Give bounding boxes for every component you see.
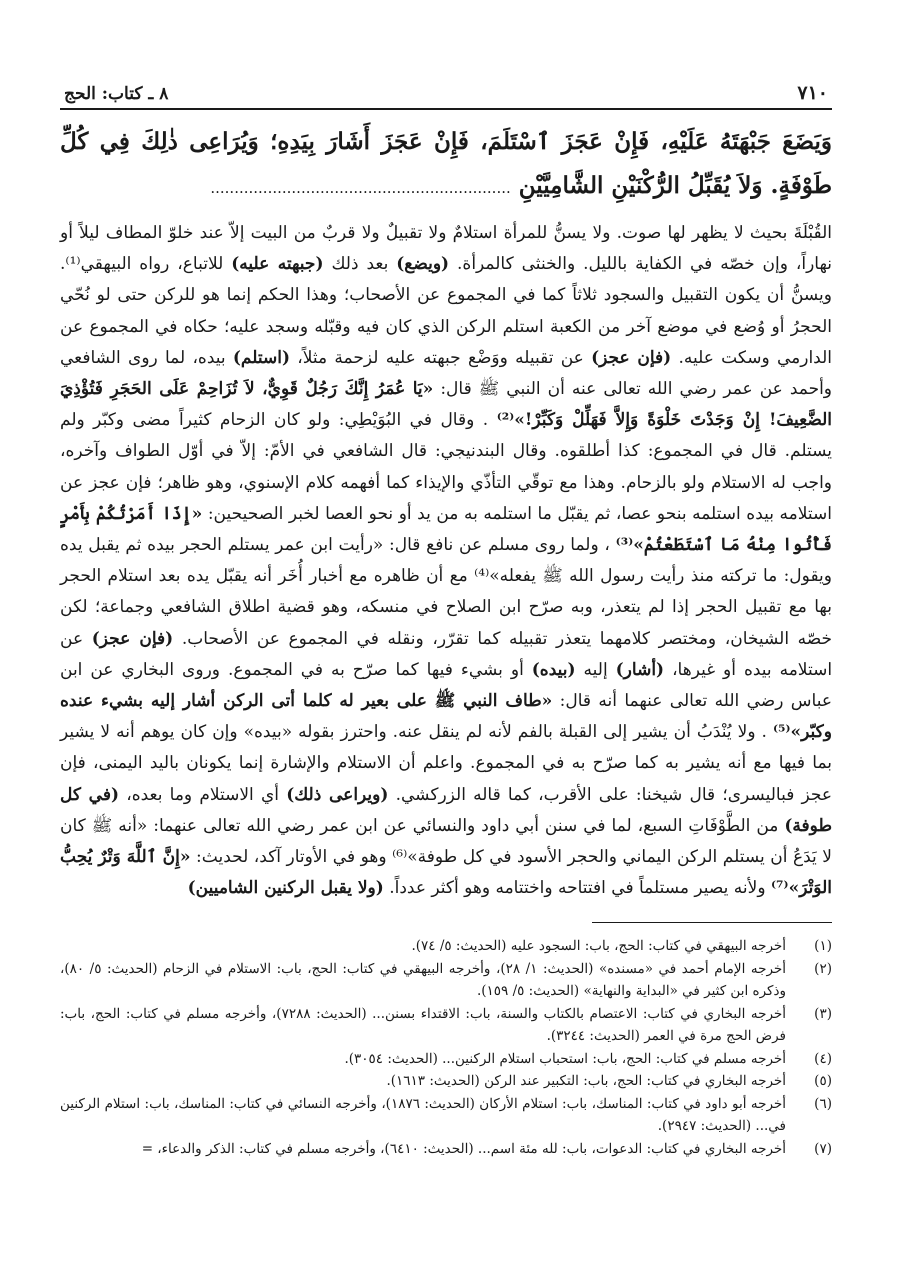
footnote-text: أخرجه الإمام أحمد في «مسنده» (الحديث: ١/ ٢٨)، وأخرجه البيهقي في كتاب: الحج، باب: الاستلام في الزحام (الحديث: ٥/ ٨٠)، وذكره ابن كثير في «البداية والنهاية» (الحديث: ٥/ ١٥٩). — [60, 960, 786, 1000]
footnote-text: أخرجه البخاري في كتاب: الحج، باب: التكبير عند الركن (الحديث: ١٦١٣). — [386, 1073, 786, 1090]
footnote-text: أخرجه أبو داود في كتاب: المناسك، باب: استلام الأركان (الحديث: ١٨٧٦)، وأخرجه النسائي في كتاب: المناسك، باب: استلام الركنين في... (الحديث: ٢٩٤٧). — [60, 1095, 787, 1135]
commentary-keyword: (بيده) — [531, 659, 576, 680]
matn-line: وَيَضَعَ جَبْهَتَهُ عَلَيْهِ، فَإِنْ عَجَزَ ٱسْتَلَمَ، فَإِنْ عَجَزَ أَشَارَ بِيَدِهِ؛ وَيُرَاعِى ذٰلِكَ فِي كُلِّ طَوْفَةٍ. وَلاَ يُقَبِّلُ الرُّكْنَيْنِ الشَّامِيَّيْنِ — [60, 128, 832, 199]
footnote-item — [60, 1093, 832, 1138]
matn-text — [60, 120, 832, 210]
footnote-number: (٧) — [814, 1140, 832, 1157]
commentary-text: عن تقبيله ووَضْع جبهته عليه لزحمة مثلاً، — [297, 347, 584, 368]
footnote-item — [60, 1070, 832, 1093]
footnote-number: (٥) — [814, 1073, 832, 1090]
commentary-keyword: (ويراعى ذلك) — [286, 784, 389, 805]
commentary-text: أو بشيء فيها كما صرّح به في المجموع. وروى البخاري عن ابن عباس رضي الله تعالى عنهما أنه قال: — [60, 659, 832, 712]
footnote-text: أخرجه البخاري في كتاب: الدعوات، باب: لله مئة اسم... (الحديث: ٦٤١٠)، وأخرجه مسلم في كتاب: الذكر والدعاء، = — [141, 1140, 786, 1157]
commentary-keyword: (فإن عجز) — [591, 347, 672, 368]
commentary-keyword: (ويضع) — [396, 254, 450, 275]
footnote-item — [60, 1048, 832, 1071]
footnote-number: (٦) — [814, 1095, 832, 1112]
footnote-item — [60, 958, 832, 1003]
commentary-keyword: (أشار) — [615, 659, 665, 680]
footnote-item — [60, 935, 832, 958]
commentary-text: بيده، لما روى الشافعي وأحمد عن عمر رضي الله تعالى عنه أن النبي ﷺ قال: — [60, 347, 833, 400]
footnote-number: (٤) — [814, 1050, 832, 1067]
footnote-item — [60, 1003, 832, 1048]
commentary-body — [60, 218, 832, 904]
commentary-keyword: (استلم) — [232, 347, 291, 368]
hadith-quote: «إِنَّ ٱللَّهَ وَتْرٌ يُحِبُّ الوَتْرَ»⁽⁷⁾ — [60, 847, 832, 899]
commentary-text: للاتباع، رواه البيهقي⁽¹⁾. ويسنُّ أن يكون التقبيل والسجود ثلاثاً كما في المجموع عن الأصحاب؛ وهذا الحكم إنما هو للركن حتى لو نُحّي الحجرُ أو وُضع في موضع آخر من الكعبة استلم الركن الذي كان فيه وقبّله وسجد عليه؛ حكاه في المجموع عن الدارمي وسكت عليه. — [60, 254, 832, 368]
footnote-divider — [592, 922, 832, 923]
footnotes — [60, 935, 832, 1160]
footnote-number: (١) — [814, 938, 832, 955]
commentary-text: القُبْلَةَ بحيث لا يظهر لها صوت. ولا يسنُّ للمرأة استلامٌ ولا تقبيلٌ ولا قربٌ من البيت إلاّ عند خلوّ المطاف ليلاً أو نهاراً، وإن خصّه في الكفاية بالليل. والخنثى كالمرأة. — [60, 223, 833, 275]
footnote-number: (٣) — [814, 1005, 832, 1022]
commentary-text: ، ولما روى مسلم عن نافع قال: «رأيت ابن عمر يستلم الحجر بيده ثم يقبل يده ويقول: ما تركته منذ رأيت رسول الله ﷺ يفعله»⁽⁴⁾ مع أن ظاهره مع أخبار أُخَر أنه يقبّل يده بعد استلام الحجر بها مع تقبيل الحجر إذا لم يتعذر، وبه صرّح ابن الصلاح في منسكه، وهو قضية اطلاق الشافعي وجماعة؛ لكن خصّه الشيخان، ومختصر كلامهما يتعذر تقبيله كما تقرّر، ونقله في المجموع عن الأصحاب. — [60, 535, 833, 649]
page — [60, 82, 832, 1160]
hadith-quote: «إِذَا أَمَرْتُكُمْ بِأَمْرٍ فَأْتُوا مِنْهُ مَا ٱسْتَطَعْتُمْ»⁽³⁾ — [60, 503, 832, 556]
commentary-keyword: (فإن عجز) — [91, 628, 174, 649]
commentary-text: إليه — [583, 659, 608, 680]
hadith-quote: «يَا عُمَرُ إِنَّكَ رَجُلٌ قَوِيٌّ، لاَ تُزَاحِمْ عَلَى الحَجَرِ فَتُؤْذِيَ الضَّعِيفَ! إِنْ وَجَدْتَ خَلْوَةً وَإِلاَّ فَهَلِّلْ وَكَبِّرْ!»⁽²⁾ — [60, 379, 832, 431]
commentary-text: . وقال في البُوَيْطِي: ولو كان الزحام كثيراً مضى وكبّر ولم يستلم. قال في المجموع: كذا أطلقوه. وقال البندنيجي: قال الشافعي في الأمّ: إلاّ في أوّل الطواف وآخره، واجب له الاستلام ولو بالزحام. وهذا مع توقّي التأذّي والإيذاء كما أفهمه كلام الإسنوي، وهو ظاهر؛ فإن عجز عن استلامه بيده استلمه بنحو عصا، ثم يقبّل ما استلمه به من يد أو نحو العصا لخبر الصحيحين: — [60, 410, 832, 524]
commentary-keyword: (ولا يقبل الركنين الشاميين) — [187, 878, 384, 899]
page-number: ٧١٠ — [797, 82, 828, 104]
commentary-keyword: (في كل طوفة) — [60, 784, 832, 836]
commentary-keyword: (جبهته عليه) — [231, 254, 324, 275]
commentary-text: بعد ذلك — [331, 254, 389, 275]
chapter-title: ٨ ـ كتاب: الحج — [64, 84, 169, 104]
commentary-text: من الطَّوْفَاتِ السبع، لما في سنن أبي داود والنسائي عن ابن عمر رضي الله تعالى عنهما: «أنه ﷺ كان لا يَدَعُ أن يستلم الركن اليماني والحجر الأسود في كل طوفة»⁽⁶⁾ وهو في الأوتار آكد، لحديث: — [60, 815, 832, 868]
footnote-text: أخرجه البخاري في كتاب: الاعتصام بالكتاب والسنة، باب: الاقتداء بسنن... (الحديث: ٧٢٨٨)، وأخرجه مسلم في كتاب: الحج، باب: فرض الحج مرة في العمر (الحديث: ٣٢٤٤). — [60, 1005, 786, 1045]
matn-dots: ............................................................... — [210, 179, 511, 197]
commentary-text: عن استلامه بيده أو غيرها، — [60, 628, 833, 680]
commentary-text: أي الاستلام وما بعده، — [126, 784, 279, 805]
commentary-text: ولأنه يصير مستلماً في افتتاحه واختتامه وهو أكثر عدداً. — [389, 878, 766, 899]
running-header — [60, 82, 832, 110]
footnote-item — [60, 1138, 832, 1161]
footnote-number: (٢) — [814, 960, 832, 977]
footnote-text: أخرجه البيهقي في كتاب: الحج، باب: السجود عليه (الحديث: ٥/ ٧٤). — [411, 938, 786, 955]
hadith-quote: «طاف النبي ﷺ على بعير له كلما أتى الركن أشار إليه بشيء عنده وكبّر»⁽⁵⁾ — [60, 691, 832, 743]
footnote-text: أخرجه مسلم في كتاب: الحج، باب: استحباب استلام الركنين... (الحديث: ٣٠٥٤). — [344, 1050, 786, 1067]
commentary-text: . ولا يُنْدَبُ أن يشير إلى القبلة بالفم لأنه لم ينقل عنه. واحترز بقوله «بيده» وإن كان يوهم أنه لا يشير بما فيها مع أنه يشير به كما صرّح به في المجموع. واعلم أن الاستلام والإشارة إنما يكونان باليد اليمنى، فإن عجز فباليسرى؛ قال شيخنا: على الأقرب، كما قاله الزركشي. — [60, 722, 833, 805]
